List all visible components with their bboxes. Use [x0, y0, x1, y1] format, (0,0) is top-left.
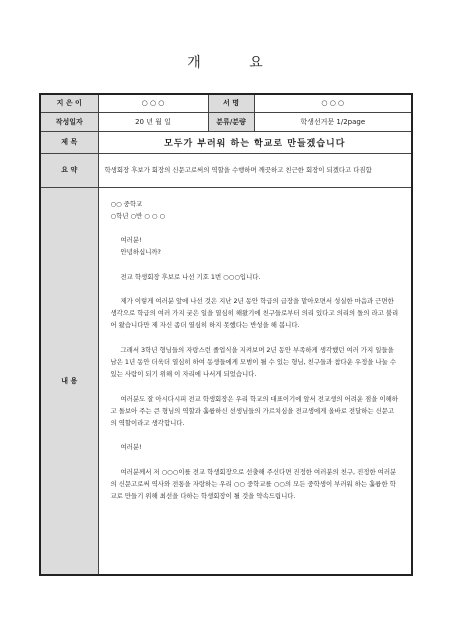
book-name-label: 서 명: [208, 94, 254, 112]
subject-label: 제 목: [40, 131, 98, 153]
document-title: 개 요: [187, 55, 285, 71]
subject-value: 모두가 부러워 하는 학교로 만들겠습니다: [98, 131, 412, 153]
date-label: 작성일자: [40, 112, 98, 131]
overview-form: [39, 93, 413, 576]
summary-value: 학생회장 후보가 회장의 신문고로써의 역할을 수행하며 깨끗하고 친근한 회장이 되겠다고 다짐함: [98, 153, 412, 187]
summary-label: 요 약: [40, 153, 98, 187]
author-value: ○ ○ ○: [98, 94, 208, 112]
school-name: ○○ 중학교: [110, 199, 143, 208]
paragraph-intro: 전교 학생회장 후보로 나선 기호 1번 ○○○입니다.: [120, 272, 261, 281]
class-name: ○학년 ○반 ○ ○ ○: [110, 211, 166, 220]
greeting-line-2: 안녕하십니까?: [120, 248, 161, 257]
category-value: 학생선거문 1/2page: [254, 112, 412, 131]
content-label: 내 용: [40, 187, 98, 575]
paragraph-address: 여러분!: [120, 443, 142, 452]
paragraph-role: 여러분도 잘 아시다시피 전교 학생회장은 우리 학교의 대표이기에 앞서 전교생의 어려운 점을 이해하고 돌보아 주는 큰 형님의 역할과 훌륭하신 선생님들의 가르치심을 전교생에게 올바로 전달하는 신문고의 역할이라고 생각합니다.: [110, 394, 398, 428]
category-label: 분류/분량: [208, 112, 254, 131]
author-label: 지 은 이: [40, 94, 98, 112]
paragraph-purpose: 그래서 3학년 형님들의 자랑스런 졸업식을 지켜보며 2년 동안 부족하게 생각했던 여러 가지 일들을 남은 1년 동안 더욱더 열심히 하여 동생들에게 모범이 될 수 있는 형님, 친구들과 참다운 우정을 나눌 수 있는 사람이 되기 위해 이 자리에 나서게 되었습니다.: [110, 345, 397, 379]
paragraph-reflection: 제가 이렇게 여러분 앞에 나선 것은 지난 2년 동안 학급의 급장을 맡아오면서 성실한 마음과 근면한 생각으로 학급의 여러 가지 궂은 일을 열심히 해왔기에 친구들로부터 의리 있다고 의리의 돌의 라고 불리어 왔습니다만 제 자신 좀더 열심히 하지 못했다는 반성을 해 봅니다.: [110, 297, 399, 330]
content-body: [98, 187, 412, 575]
date-value: 20 년 월 일: [98, 112, 208, 131]
book-name-value: ○ ○ ○: [254, 94, 412, 112]
paragraph-promise: 여러분께서 저 ○○○이를 전교 학생회장으로 선출해 주신다면 진정한 여러분의 친구, 진정한 여러분의 신문고로써 역사와 전통을 자랑하는 우리 ○○ 중학교를 ○○의 모든 중학생이 부러워 하는 훌륭한 학교로 만들기 위해 최선을 다하는 학생회장이 될 것을 약속드립니다.: [110, 467, 397, 501]
greeting-line: 여러분!: [120, 236, 142, 245]
